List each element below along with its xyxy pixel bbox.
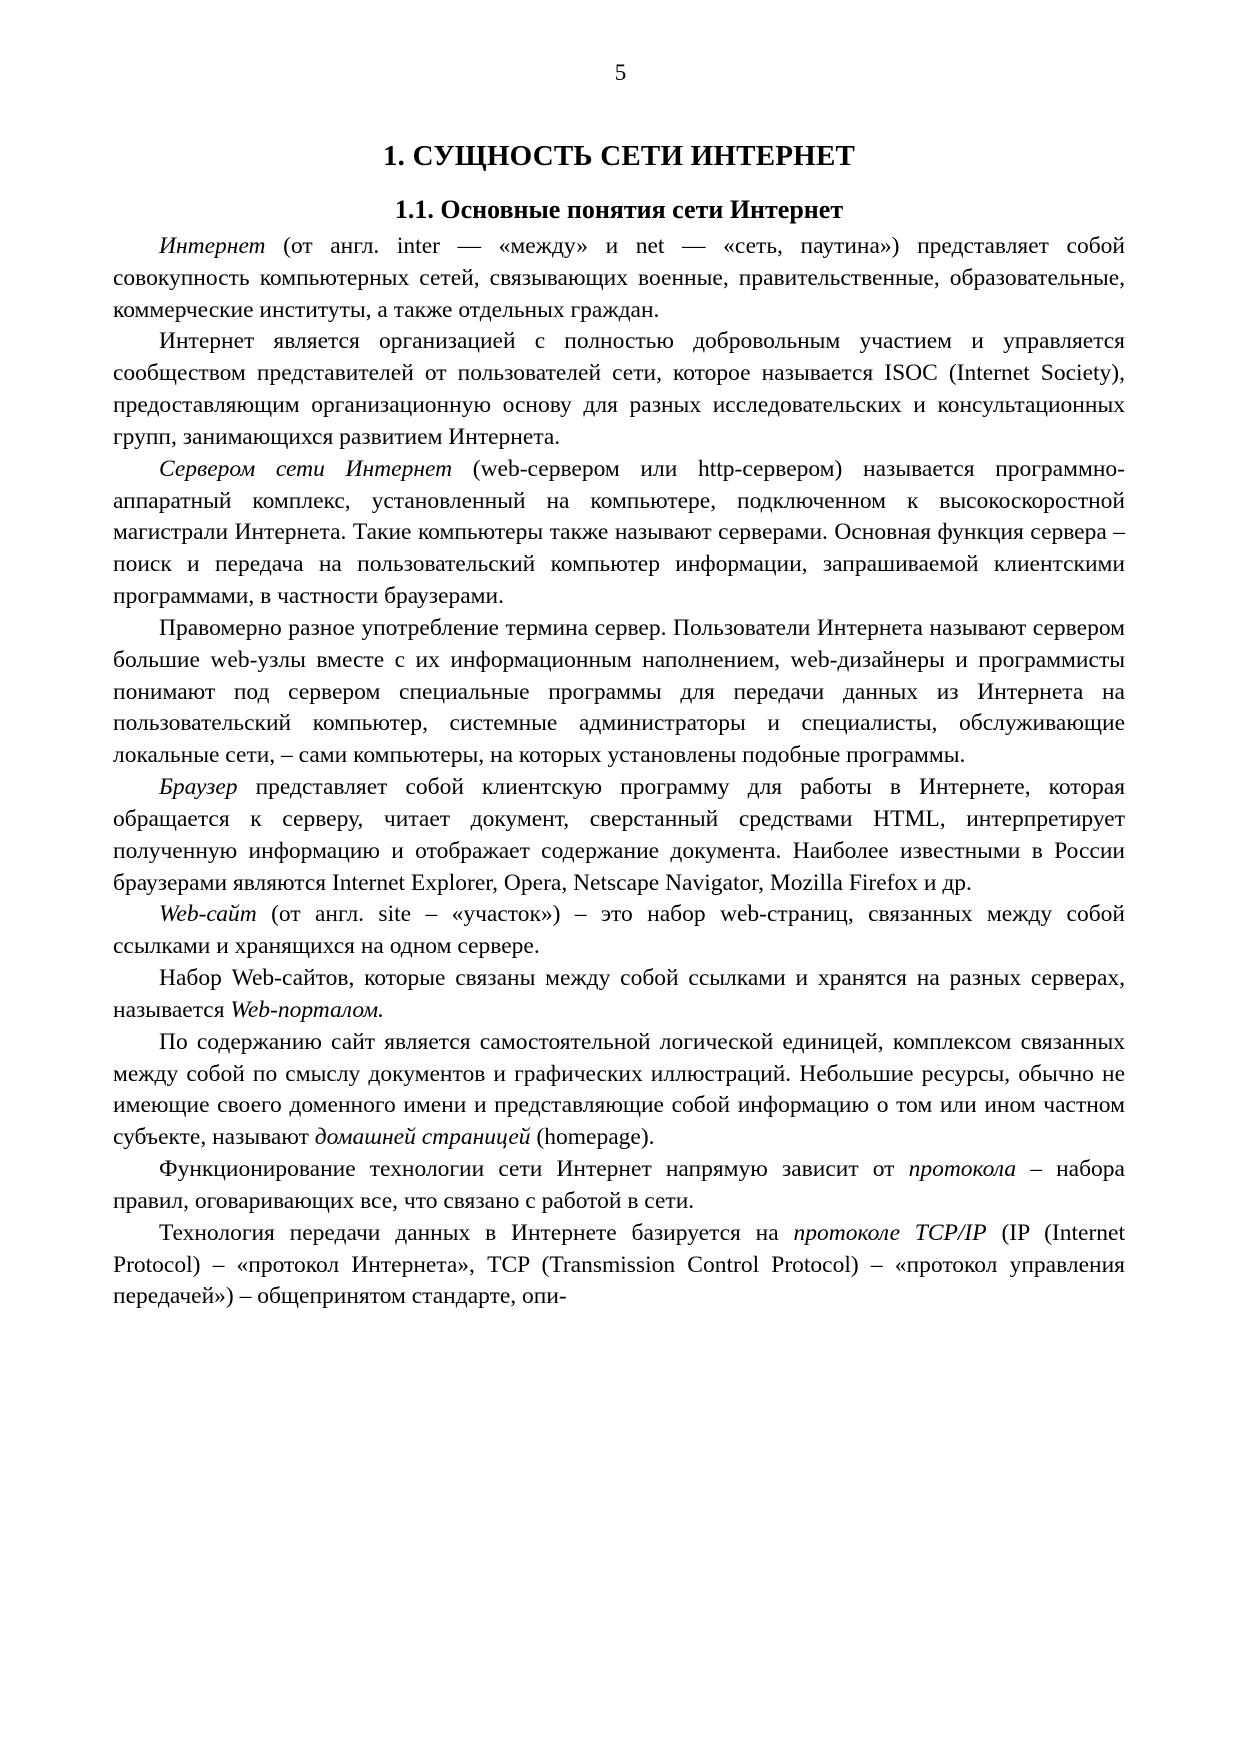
paragraph xyxy=(113,326,1125,453)
paragraph xyxy=(113,963,1125,1027)
plain-text: По содержанию сайт является самостоятельной логической единицей, комплексом связанных между собой по смыслу документов и графических иллюстраций. Небольшие ресурсы, обычно не имеющие своего доменного имени и представляющие собой информацию о том или ином частном субъекте, называют xyxy=(113,1028,1125,1151)
plain-text: Набор Web-сайтов, которые связаны между собой ссылками и хранятся на разных серверах, называется xyxy=(113,965,1125,1023)
paragraph xyxy=(113,1218,1125,1313)
plain-text: – набора правил, оговаривающих все, что связано с работой в сети. xyxy=(113,1156,1125,1214)
page-number: 5 xyxy=(614,60,627,85)
plain-text: (homepage). xyxy=(530,1124,655,1151)
body-text xyxy=(113,231,1125,1313)
plain-text: Технология передачи данных в Интернете базируется на xyxy=(159,1219,794,1246)
section-title: 1.1. Основные понятия сети Интернет xyxy=(394,195,844,224)
paragraph xyxy=(113,1027,1125,1154)
plain-text: Правомерно разное употребление термина сервер. Пользователи Интернета называют сервером большие web-узлы вместе с их информационным наполнением, web-дизайнеры и программисты понимают под сервером специальные программы для передачи данных из Интернета на пользовательский компьютер, системные администраторы и специалисты, обслуживающие локальные сети, – сами компьютеры, на которых установлены подобные программы. xyxy=(113,614,1125,769)
paragraph xyxy=(113,454,1125,613)
emphasis-text: Сервером сети Интернет xyxy=(159,455,453,482)
page-content xyxy=(113,140,1125,1313)
paragraph xyxy=(113,772,1125,899)
emphasis-text: Браузер xyxy=(159,774,238,801)
emphasis-text: Web-порталом. xyxy=(230,996,385,1023)
plain-text: (IP (Internet Protocol) – «протокол Интернета», TCP (Transmission Control Protocol) – «протокол управления передачей») – общепринятом стандарте, опи- xyxy=(113,1219,1125,1310)
plain-text: (web-сервером или http-сервером) называется программно-аппаратный комплекс, установленный на компьютере, подключенном к высокоскоростной магистрали Интернета. Такие компьютеры также называют серверами. Основная функция сервера – поиск и передача на пользовательский компьютер информации, запрашиваемой клиентскими программами, в частности браузерами. xyxy=(113,455,1126,610)
paragraph xyxy=(113,231,1125,326)
emphasis-text: протоколе TCP/IP xyxy=(793,1219,987,1246)
emphasis-text: протокола xyxy=(908,1156,1017,1183)
plain-text: (от англ. site – «участок») – это набор web-страниц, связанных между собой ссылками и хранящихся на одном сервере. xyxy=(113,901,1125,960)
paragraph xyxy=(113,899,1125,963)
chapter-title: 1. СУЩНОСТЬ СЕТИ ИНТЕРНЕТ xyxy=(382,140,856,172)
plain-text: (от англ. inter — «между» и net — «сеть, паутина») представляет собой совокупность компьютерных сетей, связывающих военные, правительственные, образовательные, коммерческие институты, а также отдельных граждан. xyxy=(113,233,1125,323)
paragraph xyxy=(113,613,1125,772)
plain-text: представляет собой клиентскую программу для работы в Интернете, которая обращается к серверу, читает документ, сверстанный средствами HTML, интерпретирует полученную информацию и отображает содержание документа. Наиболее известными в России браузерами являются Internet Explorer, Opera, Netscape Navigator, Mozilla Firefox и др. xyxy=(113,774,1125,896)
emphasis-text: домашней страницей xyxy=(314,1124,531,1151)
emphasis-text: Интернет xyxy=(159,233,266,259)
emphasis-text: Web-сайт xyxy=(159,901,257,928)
plain-text: Интернет является организацией с полностью добровольным участием и управляется сообществом представителей от пользователей сети, которое называется ISOC (Internet Society), предоставляющим организационную основу для разных исследовательских и консультационных групп, занимающихся развитием Интернета. xyxy=(113,328,1125,450)
plain-text: Функционирование технологии сети Интернет напрямую зависит от xyxy=(159,1156,909,1183)
paragraph xyxy=(113,1154,1125,1218)
